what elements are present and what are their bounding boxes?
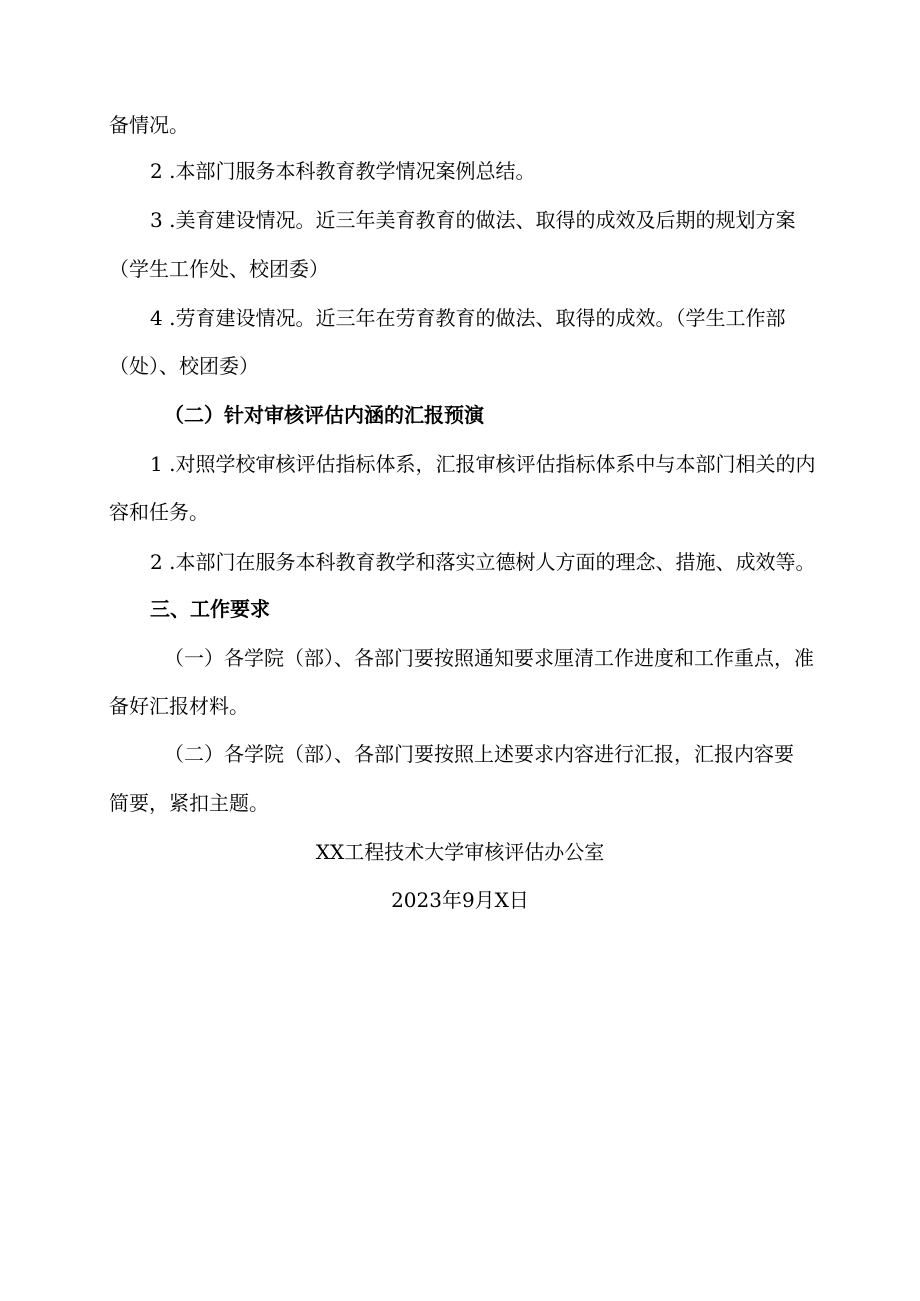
- list-item-1: 1 .对照学校审核评估指标体系，汇报审核评估指标体系中与本部门相关的内: [150, 452, 816, 476]
- paragraph-line: 备情况。: [109, 113, 189, 137]
- requirement-2: （二）各学院（部）、各部门要按照上述要求内容进行汇报，汇报内容要: [164, 742, 794, 766]
- paragraph-line: （处）、校团委）: [109, 354, 259, 378]
- signature-office: XX工程技术大学审核评估办公室: [315, 840, 605, 864]
- list-item-2: 2 .本部门服务本科教育教学情况案例总结。: [150, 159, 536, 183]
- requirement-1: （一）各学院（部）、各部门要按照通知要求厘清工作进度和工作重点，准: [164, 646, 814, 670]
- paragraph-line: 简要，紧扣主题。: [109, 791, 269, 815]
- signature-date: 2023年9月X日: [391, 888, 529, 912]
- list-item-4: 4 .劳育建设情况。近三年在劳育教育的做法、取得的成效。（学生工作部: [150, 306, 786, 330]
- section-heading-2: （二）针对审核评估内涵的汇报预演: [164, 403, 484, 427]
- list-item-2: 2 .本部门在服务本科教育教学和落实立德树人方面的理念、措施、成效等。: [150, 550, 816, 574]
- paragraph-line: 备好汇报材料。: [109, 694, 249, 718]
- section-heading-3: 三、工作要求: [150, 597, 270, 621]
- paragraph-line: 容和任务。: [109, 500, 209, 524]
- paragraph-line: （学生工作处、校团委）: [109, 257, 329, 281]
- list-item-3: 3 .美育建设情况。近三年美育教育的做法、取得的成效及后期的规划方案: [150, 208, 796, 232]
